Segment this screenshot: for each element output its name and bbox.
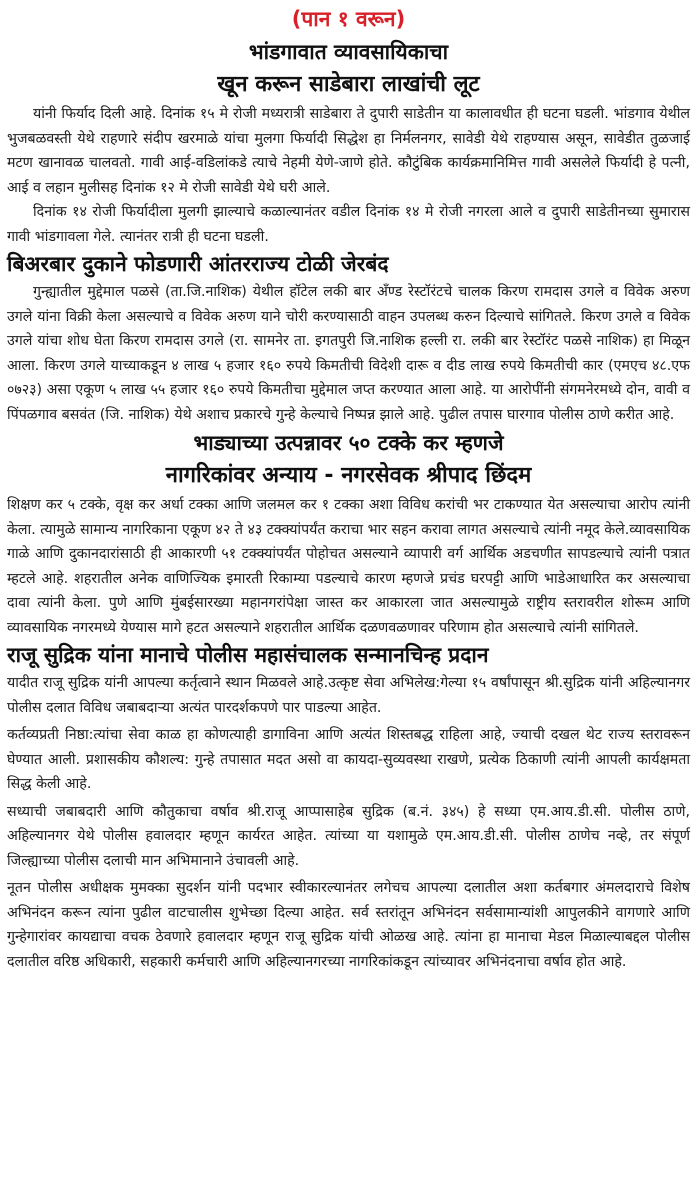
article-4-paragraph-4: नूतन पोलीस अधीक्षक मुमक्का सुदर्शन यांनी पदभार स्वीकारल्यानंतर लगेचच आपल्या दलातील अशा कर्तबगार अंमलदाराचे विशेष अभिनंदन करून त्यांना पुढील वाटचालीस शुभेच्छा दिल्या आहेत. सर्व स्तरांतून अभिनंदन सर्वसामान्यांशी आपुलकीने वागणारे आणि गुन्हेगारांवर कायद्याचा वचक ठेवणारे हवालदार म्हणून राजू सुद्रिक यांची ओळख आहे. त्यांना हा मानाचा मेडल मिळाल्याबद्दल पोलीस दलातील वरिष्ठ अधिकारी, सहकारी कर्मचारी आणि अहिल्यानगरच्या नागरिकांकडून त्यांच्यावर अभिनंदनाचा वर्षाव होत आहे. xyxy=(7,880,690,970)
article-1-headline-line-1: भांडगावात व्यावसायिकाचा xyxy=(248,40,449,64)
article-1-paragraph-1: यांनी फिर्याद दिली आहे. दिनांक १५ मे रोजी मध्यरात्री साडेबारा ते दुपारी साडेतीन या कालावधीत ही घटना घडली. भांडगाव येथील भुजबळवस्ती येथे राहणारे संदीप खरमाळे यांचा मुलगा फिर्यादी सिद्धेश हा निर्मलनगर, सावेडी येथे राहण्यास असून, सावेडीत तुळजाई मटण खानावळ चालवतो. गावी आई-वडिलांकडे त्याचे नेहमी येणे-जाणे होते. कौटुंबिक कार्यक्रमानिमित्त गावी असलेले फिर्यादी हे पत्नी, आई व लहान मुलीसह दिनांक १२ मे रोजी सावेडी येथे घरी आले. xyxy=(7,106,690,196)
article-3-headline-line-2: नागरिकांवर अन्याय - नगरसेवक श्रीपाद छिंदम xyxy=(165,463,532,488)
article-3-paragraph-1: शिक्षण कर ५ टक्के, वृक्ष कर अर्धा टक्का आणि जलमल कर १ टक्का अशा विविध करांची भर टाकण्यात येत असल्याचा आरोप त्यांनी केला. त्यामुळे सामान्य नागरिकाना एकूण ४२ ते ४३ टक्क्यांपर्यंत कराचा भार सहन करावा लागत असल्याचे त्यांनी नमूद केले.व्यावसायिक गाळे आणि दुकानदारांसाठी ही आकारणी ५१ टक्क्यांपर्यंत पोहोचत असल्याने व्यापारी वर्ग आर्थिक अडचणीत सापडल्याचे त्यांनी पत्रात म्हटले आहे. शहरातील अनेक वाणिज्यिक इमारती रिकाम्या पडल्याचे कारण म्हणजे प्रचंड घरपट्टी आणि भाडेआधारित कर असल्याचा दावा त्यांनी केला. पुणे आणि मुंबईसारख्या महानगरांपेक्षा जास्त कर आकारला जात असल्यामुळे राष्ट्रीय स्तरावरील शोरूम आणि व्यावसायिक नगरमध्ये येण्यास मागे हटत असल्याने शहरातील आर्थिक दळणवळणावर परिणाम होत असल्याचे त्यांनी सांगितले. xyxy=(7,497,690,636)
article-2-paragraph-1: गुन्ह्यातील मुद्देमाल पळसे (ता.जि.नाशिक) येथील हॉटेल लकी बार अँण्ड रेस्टॉरंटचे चालक किरण रामदास उगले व विवेक अरुण उगले यांना विक्री केला असल्याचे व विवेक अरुण याने चोरी करण्यासाठी वाहन उपलब्ध करुन दिल्याचे सांगितले. किरण उगले व विवेक उगले यांचा शोध घेता किरण रामदास उगले (रा. सामनेर ता. इगतपुरी जि.नाशिक हल्ली रा. लकी बार रेस्टॉरंट पळसे नाशिक) हा मिळून आला. किरण उगले याच्याकडून ४ लाख ५ हजार १६० रुपये किमतीची विदेशी दारू व दीड लाख रुपये किमतीची कार (एमएच ४८.एफ ०७२३) असा एकूण ५ लाख ५५ हजार १६० रुपये किमतीचा मुद्देमाल जप्त करण्यात आला आहे. या आरोपींनी संगमनेरमध्ये दोन, वावी व पिंपळगाव बसवंत (जि. नाशिक) येथे अशाच प्रकारचे गुन्हे केल्याचे निष्पन्न झाले आहे. पुढील तपास घारगाव पोलीस ठाणे करीत आहे. xyxy=(7,284,690,423)
article-4-paragraph-3: सध्याची जबाबदारी आणि कौतुकाचा वर्षाव श्री.राजू आप्पासाहेब सुद्रिक (ब.नं. ३४५) हे सध्या एम.आय.डी.सी. पोलीस ठाणे, अहिल्यानगर येथे पोलीस हवालदार म्हणून कार्यरत आहेत. त्यांच्या या यशामुळे एम.आय.डी.सी. पोलीस ठाणेच नव्हे, तर संपूर्ण जिल्ह्याच्या पोलीस दलाची मान अभिमानाने उंचावली आहे. xyxy=(7,803,690,869)
article-3-headline-line-1: भाड्याच्या उत्पन्नावर ५० टक्के कर म्हणजे xyxy=(193,431,504,455)
article-1-headline-line-2: खून करून साडेबारा लाखांची लूट xyxy=(217,72,480,97)
article-1-paragraph-2: दिनांक १४ रोजी फिर्यादीला मुलगी झाल्याचे कळाल्यानंतर वडील दिनांक १४ मे रोजी नगरला आले व दुपारी साडेतीनच्या सुमारास गावी भांडगावला गेले. त्यानंतर रात्री ही घटना घडली. xyxy=(7,204,690,245)
article-4-headline: राजू सुद्रिक यांना मानाचे पोलीस महासंचालक सन्मानचिन्ह प्रदान xyxy=(7,643,489,667)
article-murder-robbery xyxy=(7,36,690,249)
article-rent-tax xyxy=(7,427,690,640)
article-interstate-gang xyxy=(7,249,690,427)
article-4-paragraph-1: यादीत राजू सुद्रिक यांनी आपल्या कर्तृत्वाने स्थान मिळवले आहे.उत्कृष्ट सेवा अभिलेख:गेल्या १५ वर्षांपासून श्री.सुद्रिक यांनी अहिल्यानगर पोलीस दलात विविध जबाबदाऱ्या अत्यंत पारदर्शकपणे पार पाडल्या आहेत. xyxy=(7,675,690,716)
article-police-medal xyxy=(7,640,690,974)
continued-from-label: (पान १ वरून) xyxy=(291,7,406,31)
article-4-paragraph-2: कर्तव्यप्रती निष्ठा:त्यांचा सेवा काळ हा कोणत्याही डागाविना आणि अत्यंत शिस्तबद्ध राहिला आहे, ज्याची दखल थेट राज्य स्तरावरून घेण्यात आली. प्रशासकीय कौशल्य: गुन्हे तपासात मदत असो वा कायदा-सुव्यवस्था राखणे, प्रत्येक ठिकाणी त्यांनी आपली कार्यक्षमता सिद्ध केली आहे. xyxy=(7,727,690,792)
article-2-headline: बिअरबार दुकाने फोडणारी आंतरराज्य टोळी जेरबंद xyxy=(7,252,389,276)
